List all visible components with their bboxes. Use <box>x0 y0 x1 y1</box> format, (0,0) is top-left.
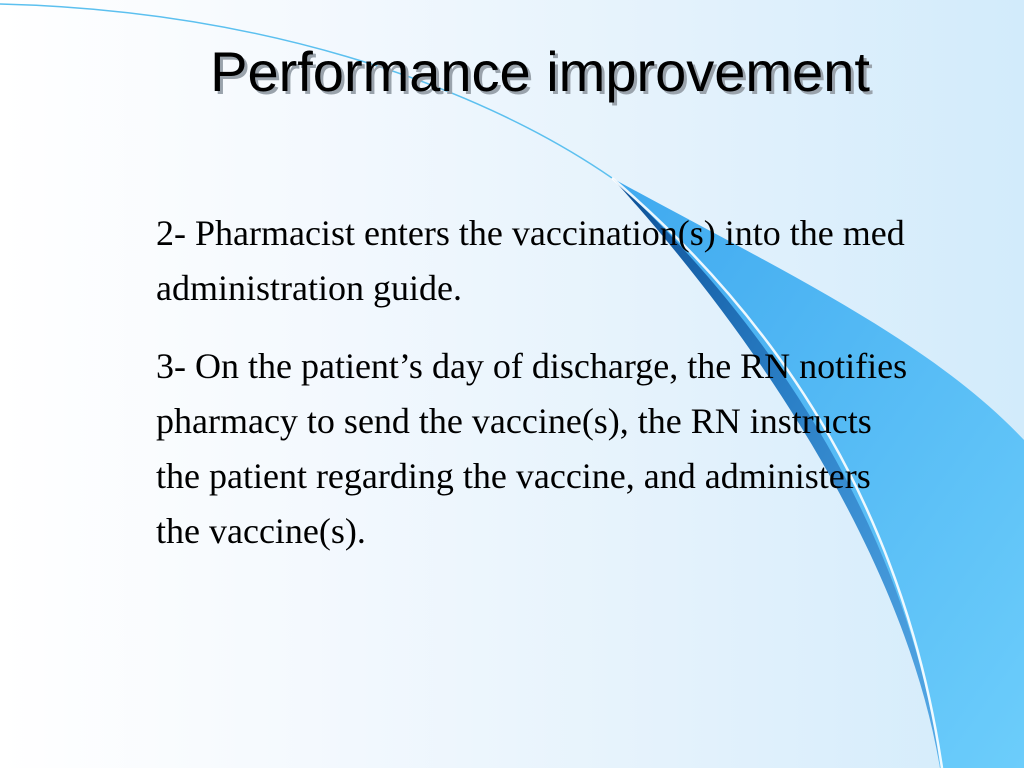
paragraph-step-2: 2- Pharmacist enters the vaccination(s) into the med administration guide. <box>156 213 905 308</box>
paragraph-step-3: 3- On the patient’s day of discharge, the RN notifies pharmacy to send the vaccine(s), the RN instructs the patient regarding the vaccine, and administers the vaccine(s). <box>156 346 908 551</box>
slide-title: Performance improvement <box>210 40 870 103</box>
slide-body <box>156 206 916 582</box>
